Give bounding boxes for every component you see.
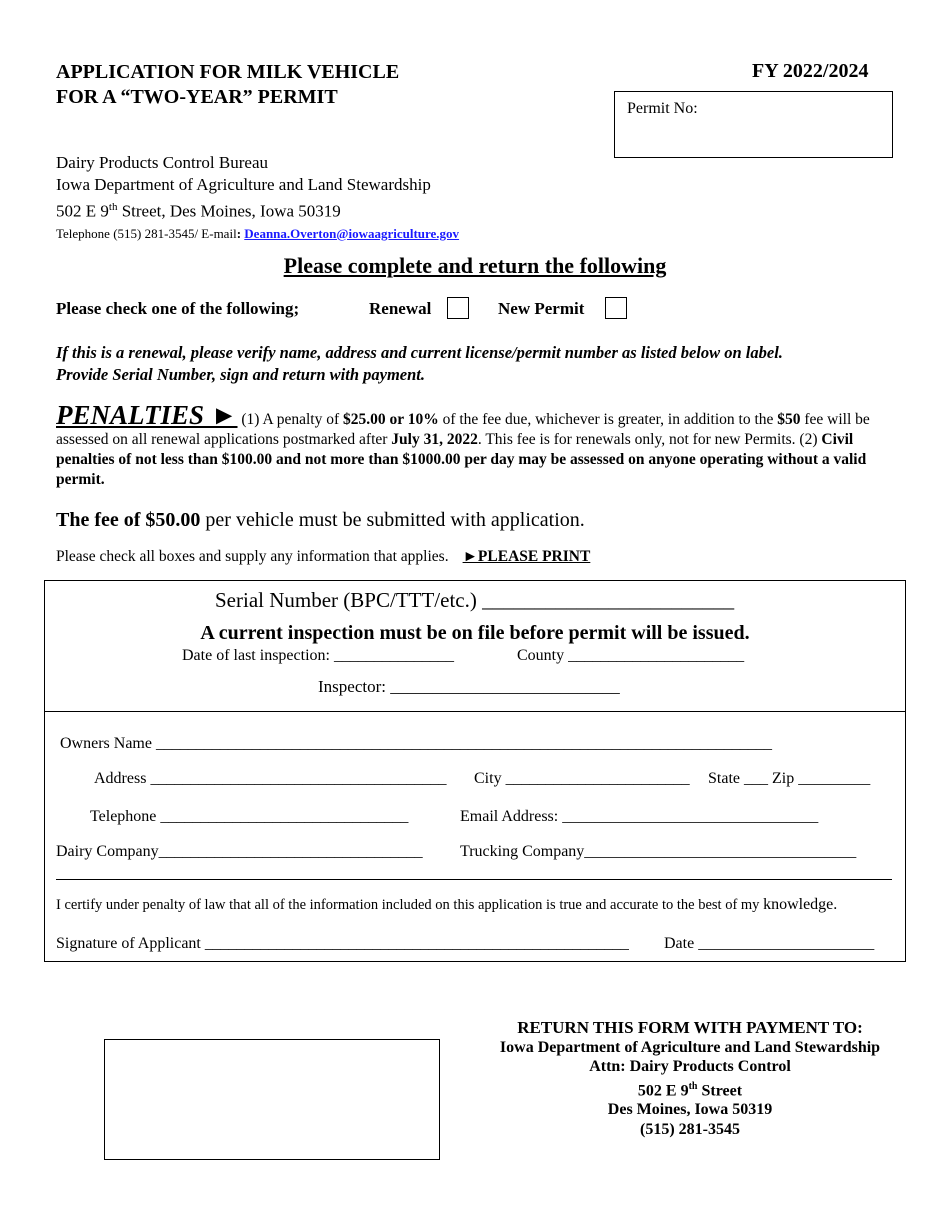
return-heading: RETURN THIS FORM WITH PAYMENT TO: [517,1018,863,1037]
permit-number-box[interactable] [614,91,893,158]
certification-statement: I certify under penalty of law that all of the information included on this application is true and accurate to the best of my knowledge. [56,896,838,913]
print-instructions: Please check all boxes and supply any information that applies. ►PLEASE PRINT [56,548,591,565]
fee-statement: The fee of $50.00 per vehicle must be submitted with application. [56,509,585,531]
permit-number-label: Permit No: [627,100,698,117]
new-permit-checkbox[interactable] [605,297,627,319]
telephone-field[interactable]: Telephone _______________________________ [90,808,409,825]
renewal-label: Renewal [369,299,432,318]
agency-address [56,152,459,245]
state-zip-field[interactable]: State ___ Zip _________ [708,770,871,787]
serial-number-field[interactable]: Serial Number (BPC/TTT/etc.) ________________________ [215,588,735,612]
signature-date-field[interactable]: Date ______________________ [664,935,875,952]
check-label: Please check one of the following; [56,299,300,318]
dairy-company-field[interactable]: Dairy Company_________________________________ [56,843,423,860]
address-field[interactable]: Address _____________________________________ [94,770,447,787]
section-divider [44,711,906,712]
renewal-note: If this is a renewal, please verify name, address and current license/permit number as listed below on label. Provide Serial Number, sign and return with payment. [56,343,783,384]
contact-line: Telephone (515) 281-3545/ E-mail: Deanna.Overton@iowaagriculture.gov [56,225,460,241]
penalties-label: PENALTIES ► [56,400,238,430]
civil-penalties: Civil penalties of not less than $100.00 and not more than $1000.00 per day may be assessed on anyone operating without a valid permit. [56,431,867,488]
department-name: Iowa Department of Agriculture and Land Stewardship [56,175,431,194]
owners-name-field[interactable]: Owners Name _____________________________________________________________________________ [60,735,772,752]
certification-divider [56,879,892,880]
email-address-field[interactable]: Email Address: ________________________________ [460,808,819,825]
penalties-paragraph: PENALTIES ► (1) A penalty of $25.00 or 10% of the fee due, whichever is greater, in addition to the $50 fee will be assessed on all renewal applications postmarked after July 31, 2022. This fee is for renewals only, not for new Permits. (2) Civil penalties of not less than $100.00 and not more than $1000.00 per day may be assessed on anyone operating without a valid permit. [56,400,870,488]
return-address: RETURN THIS FORM WITH PAYMENT TO: Iowa Department of Agriculture and Land Stewardship Attn: Dairy Products Control 502 E 9th Street Des Moines, Iowa 50319 (515) 281-3545 [470,1018,910,1139]
county-field[interactable]: County ______________________ [517,647,745,664]
inspection-requirement: A current inspection must be on file before permit will be issued. [200,622,750,644]
form-title-line1: APPLICATION FOR MILK VEHICLE [56,61,400,83]
signature-field[interactable]: Signature of Applicant _____________________________________________________ [56,935,629,952]
city-field[interactable]: City _______________________ [474,770,690,787]
mailing-label-box [104,1039,440,1160]
section-heading: Please complete and return the following [283,253,667,278]
new-permit-label: New Permit [498,299,585,318]
inspector-field[interactable]: Inspector: ___________________________ [318,677,620,696]
street-address: 502 E 9th Street, Des Moines, Iowa 50319 [56,201,341,221]
form-title-line2: FOR A “TWO-YEAR” PERMIT [56,86,338,108]
please-print: ►PLEASE PRINT [462,548,591,565]
form-title [56,60,399,110]
last-inspection-date-field[interactable]: Date of last inspection: _______________ [182,647,454,664]
bureau-name: Dairy Products Control Bureau [56,153,268,172]
email-link[interactable]: Deanna.Overton@iowaagriculture.gov [244,225,460,241]
trucking-company-field[interactable]: Trucking Company__________________________________ [460,843,857,860]
permit-type-row [56,299,299,319]
renewal-checkbox[interactable] [447,297,469,319]
fiscal-year: FY 2022/2024 [752,60,869,82]
